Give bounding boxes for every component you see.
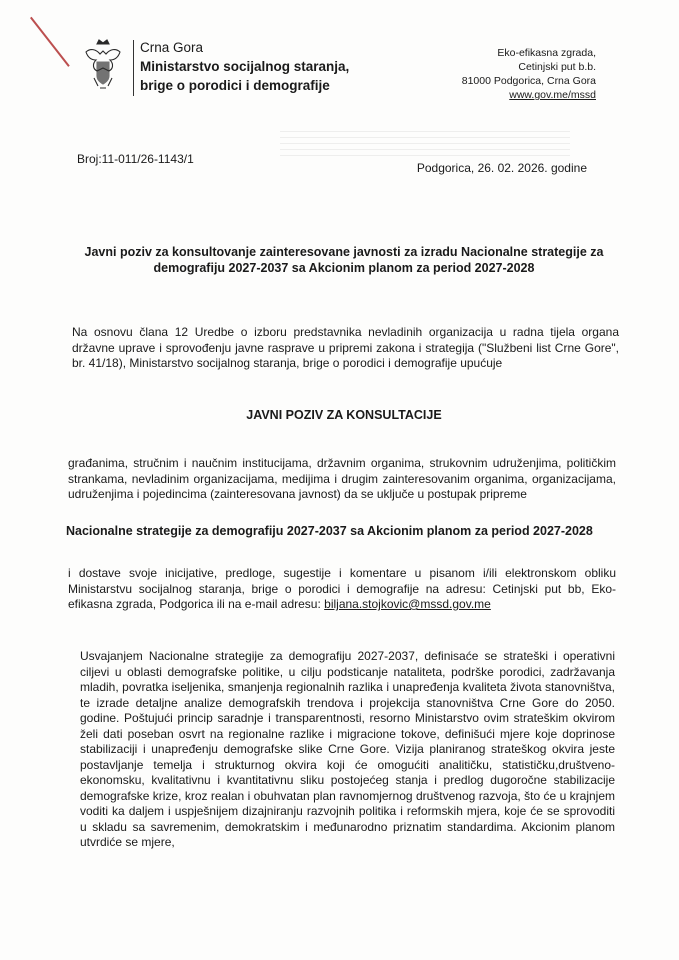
email-link[interactable]: biljana.stojkovic@mssd.gov.me [324,597,491,611]
place-date: Podgorica, 26. 02. 2026. godine [416,161,587,175]
website-link[interactable]: www.gov.me/mssd [509,89,596,101]
submission-text: i dostave svoje inicijative, predloge, sugestije i komentare u pisanom i/ili elektronskom obliku Ministarstvu socijalnog staranja, brige o porodici i demografije na adresu: Cetinjski put bb, Eko-efikasna zgrada, Podgorica ili na e-mail adresu: [68,566,616,611]
document-number: Broj:11-011/26-1143/1 [77,152,194,166]
country-name: Crna Gora [140,40,204,55]
intro-paragraph: Na osnovu člana 12 Uredbe o izboru predstavnika nevladinih organizacija u radna tijela organa državne uprave i sprovođenju javne rasprave u pripremi zakona i strategija ("Službeni list Crne Gore", br. 41/18), Ministarstvo socijalnog staranja, brige o porodici i demografije upućuje [72,325,619,370]
coat-of-arms-icon [80,38,126,94]
document-title: Javni poziv za konsultovanje zainteresovane javnosti za izradu Nacionalne strategije za demografiju 2027-2037 sa Akcionim planom za period 2027-2028 [84,245,604,275]
address-line: 81000 Podgorica, Crna Gora [461,75,596,87]
strategy-heading: Nacionalne strategije za demografiju 2027-2037 sa Akcionim planom za period 2027-2028 [66,524,593,538]
ministry-name-line2: brige o porodici i demografije [140,78,330,93]
submission-paragraph [68,566,616,613]
organization-block [140,38,349,95]
body-paragraph: Usvajanjem Nacionalne strategije za demografiju 2027-2037, definisaće se strateški i operativni ciljevi u oblasti demografske politike, u cilju podsticanje nataliteta, podrške porodici, zadržavanja mladih, povratka iseljenika, smanjenja regionalnih razlika i unapređenja kvaliteta života stanovništva, te izrade detaljne analize demografskih trendova i projekcija stanovništva Crne Gore do 2050. godine. Poštujući princip saradnje i transparentnosti, resorno Ministarstvo ovim strateškim okvirom želi dati poseban osvrt na regionalne razlike i migracione tokove, definišući mjere koje doprinose stabilizaciji i unapređenju demografske slike Crne Gore. Vizija planiranog strateškog okvira jeste postavljanje temelja i strukturnog okvira koji će omogućiti analitičku, statističku,društveno-ekonomsku, kvalitativnu i kvantitativnu sliku postojećeg stanja i predlog dugoročne stabilizacije demografske krize, kroz realan i obuhvatan plan ravnomjernog društvenog razvoja, što će u krajnjem voditi ka daljem i uspješnijem dizajniranju razvojnih politika i reformskih mjera, koje će se sprovoditi u skladu sa savremenim, demokratskim i međunarodno priznatim standardima. Akcionim planom utvrdiće se mjere, [80,649,615,849]
address-line: Cetinjski put b.b. [518,61,596,73]
ministry-name-line1: Ministarstvo socijalnog staranja, [140,59,350,74]
address-block [462,46,596,102]
addressees-paragraph: građanima, stručnim i naučnim institucijama, državnim organima, strukovnim udruženjima, političkim strankama, nevladinim organizacijama, medijima i drugim zainteresovanim organima, organizacijama, udruženjima i pojedincima (zainteresovana javnost) da se uključe u postupak pripreme [68,456,616,501]
address-line: Eko-efikasna zgrada, [497,47,596,59]
header-divider [133,40,134,96]
scan-mark [30,17,70,67]
call-heading: JAVNI POZIV ZA KONSULTACIJE [246,408,442,422]
bleed-through-shadow [280,126,570,156]
